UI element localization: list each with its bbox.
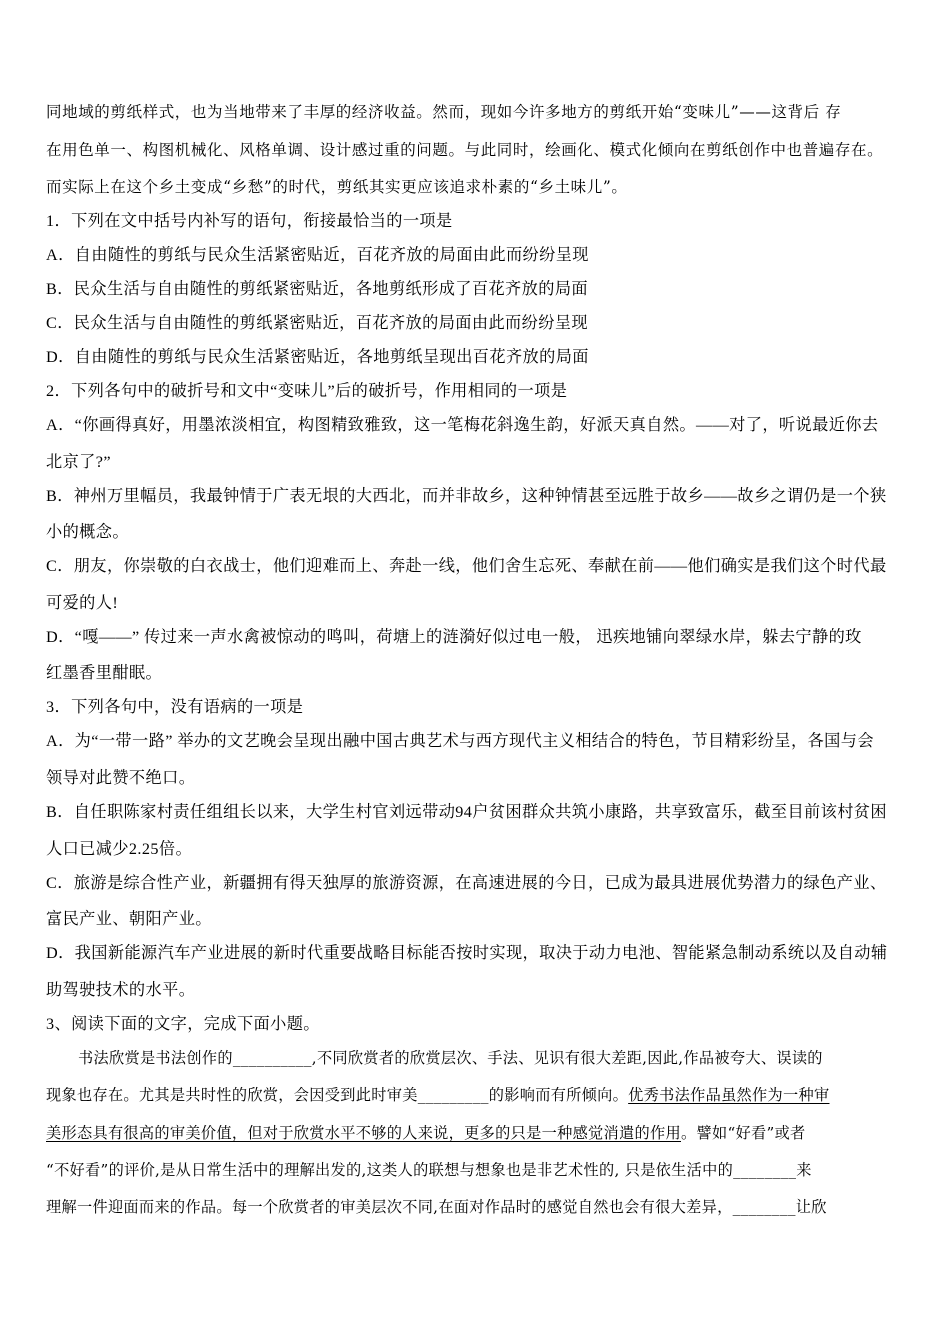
question-1-option-a: A．自由随性的剪纸与民众生活紧密贴近，百花齐放的局面由此而纷纷呈现	[46, 246, 589, 264]
question-3-option-d-line-1: D．我国新能源汽车产业进展的新时代重要战略目标能否按时实现，取决于动力电池、智能紧急制动系统以及自动辅	[46, 944, 888, 962]
passage-2-line-2-plain: 现象也存在。尤其是共时性的欣赏，会因受到此时审美_________的影响而有所倾向。	[46, 1086, 629, 1104]
passage-2-line-3	[46, 1122, 806, 1144]
passage-2-line-1: 书法欣赏是书法创作的__________,不同欣赏者的欣赏层次、手法、见识有很大差距,因此,作品被夸大、误读的	[78, 1049, 823, 1067]
question-2-option-b-line-1: B．神州万里幅员，我最钟情于广表无垠的大西北，而并非故乡，这种钟情甚至远胜于故乡——故乡之谓仍是一个狭	[46, 487, 887, 505]
question-2-option-c-line-2: 可爱的人!	[46, 594, 119, 612]
passage-line-1: 同地域的剪纸样式，也为当地带来了丰厚的经济收益。然而，现如今许多地方的剪纸开始“变味儿”——这背后 存	[46, 103, 842, 121]
question-2-option-a-line-1: A．“你画得真好，用墨浓淡相宜，构图精致雅致，这一笔梅花斜逸生韵，好派天真自然。——对了，听说最近你去	[46, 416, 879, 434]
passage-line-2: 在用色单一、构图机械化、风格单调、设计感过重的问题。与此同时，绘画化、模式化倾向在剪纸创作中也普遍存在。	[46, 141, 884, 159]
section-3-heading: 3、阅读下面的文字，完成下面小题。	[46, 1015, 320, 1033]
question-2-option-b-line-2: 小的概念。	[46, 523, 129, 541]
question-3-option-d-line-2: 助驾驶技术的水平。	[46, 981, 196, 999]
question-3-option-b-line-1: B．自任职陈家村责任组组长以来，大学生村官刘远带动94户贫困群众共筑小康路，共享致富乐，截至目前该村贫困	[46, 803, 887, 821]
question-3-option-b-line-2: 人口已减少2.25倍。	[46, 840, 193, 858]
question-3-option-a-line-1: A．为“一带一路” 举办的文艺晚会呈现出融中国古典艺术与西方现代主义相结合的特色，节目精彩纷呈，各国与会	[46, 732, 874, 750]
passage-2-line-5: 理解一件迎面而来的作品。每一个欣赏者的审美层次不同,在面对作品时的感觉自然也会有很大差异，________让欣	[46, 1198, 827, 1216]
question-3-option-c-line-2: 富民产业、朝阳产业。	[46, 910, 212, 928]
question-3-option-c-line-1: C．旅游是综合性产业，新疆拥有得天独厚的旅游资源，在高速进展的今日，已成为最具进展优势潜力的绿色产业、	[46, 874, 887, 892]
question-1-option-c: C．民众生活与自由随性的剪纸紧密贴近，百花齐放的局面由此而纷纷呈现	[46, 314, 588, 332]
passage-2-line-2	[46, 1084, 829, 1106]
question-2-stem: 2．下列各句中的破折号和文中“变味儿”后的破折号，作用相同的一项是	[46, 382, 568, 400]
question-2-option-a-line-2: 北京了?”	[46, 453, 111, 471]
underlined-sentence-start: 优秀书法作品虽然作为一种审	[628, 1086, 830, 1104]
passage-2-line-3-plain: 。譬如“好看”或者	[681, 1124, 806, 1142]
question-2-option-d-line-2: 红墨香里酣眠。	[46, 664, 163, 682]
underlined-sentence-end: 美形态具有很高的审美价值，但对于欣赏水平不够的人来说，更多的只是一种感觉消遣的作用	[46, 1124, 681, 1142]
question-1-stem: 1．下列在文中括号内补写的语句，衔接最恰当的一项是	[46, 212, 453, 230]
question-3-stem: 3．下列各句中，没有语病的一项是	[46, 698, 304, 716]
question-2-option-c-line-1: C．朋友，你崇敬的白衣战士，他们迎难而上、奔赴一线，他们舍生忘死、奉献在前——他们确实是我们这个时代最	[46, 557, 887, 575]
question-3-option-a-line-2: 领导对此赞不绝口。	[46, 769, 196, 787]
question-1-option-b: B．民众生活与自由随性的剪纸紧密贴近，各地剪纸形成了百花齐放的局面	[46, 280, 588, 298]
question-2-option-d-line-1: D．“嘎——” 传过来一声水禽被惊动的鸣叫，荷塘上的涟漪好似过电一般， 迅疾地铺向翠绿水岸，躲去宁静的玫	[46, 628, 862, 646]
question-1-option-d: D．自由随性的剪纸与民众生活紧密贴近，各地剪纸呈现出百花齐放的局面	[46, 348, 589, 366]
passage-line-3: 而实际上在这个乡土变成“乡愁”的时代，剪纸其实更应该追求朴素的“乡土味儿”。	[46, 178, 628, 196]
passage-2-line-4: “不好看”的评价,是从日常生活中的理解出发的,这类人的联想与想象也是非艺术性的, 只是依生活中的________来	[46, 1161, 812, 1179]
